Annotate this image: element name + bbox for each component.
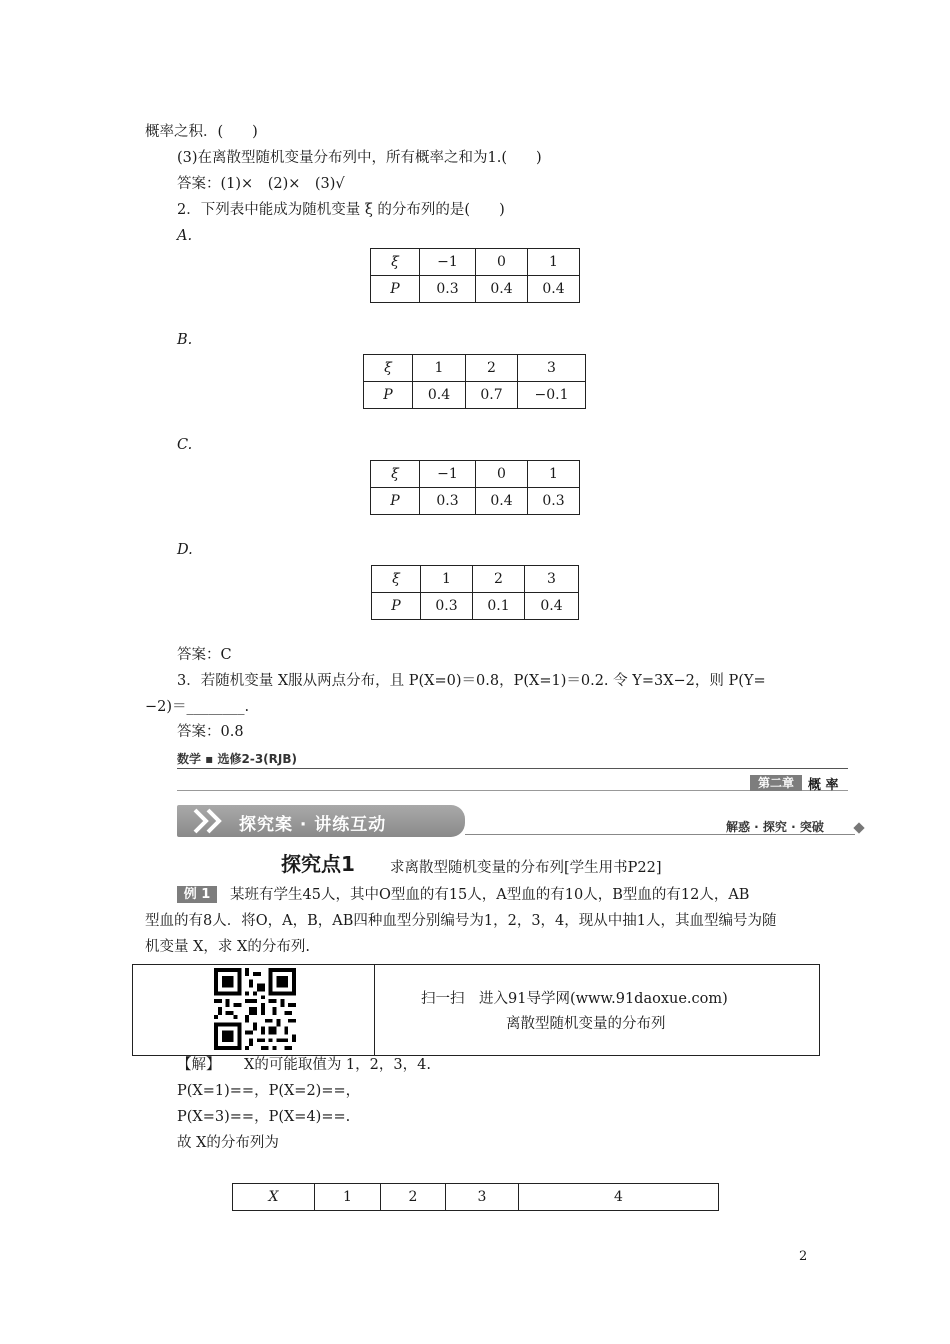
page-number: 2 xyxy=(799,1249,808,1264)
header-rule xyxy=(177,768,848,769)
table-row xyxy=(371,461,580,488)
option-b-label: B. xyxy=(177,332,193,348)
chapter-title: 概 率 xyxy=(808,778,839,793)
table-cell: 1 xyxy=(528,249,580,276)
q1-answer: 答案：(1)× (2)× (3)√ xyxy=(177,176,345,192)
table-cell: 3 xyxy=(525,566,579,593)
qr-text-line-1: 扫一扫 进入91导学网(www.91daoxue.com) xyxy=(421,991,728,1007)
table-cell: ξ xyxy=(371,249,420,276)
table-cell: P xyxy=(364,382,413,409)
table-cell: 0.3 xyxy=(421,593,473,620)
option-d-table xyxy=(371,565,579,620)
solution-line-4: 故 X的分布列为 xyxy=(177,1135,279,1151)
table-cell: 0 xyxy=(476,249,528,276)
table-cell: 0.3 xyxy=(420,276,476,303)
table-row xyxy=(364,355,586,382)
table-row xyxy=(233,1184,719,1211)
table-cell: P xyxy=(372,593,421,620)
header-rule-lower xyxy=(177,790,848,791)
qr-code-icon[interactable] xyxy=(213,968,297,1050)
table-cell: 0.4 xyxy=(476,276,528,303)
table-cell: 1 xyxy=(315,1184,381,1211)
q3-line-2: −2)＝________. xyxy=(145,699,250,715)
table-row xyxy=(371,488,580,515)
option-b-table xyxy=(363,354,586,409)
table-cell: 4 xyxy=(519,1184,719,1211)
solution-line-2: P(X=1)==，P(X=2)==， xyxy=(177,1083,361,1099)
table-cell: ξ xyxy=(364,355,413,382)
q3-line-1: 3．若随机变量 X服从两点分布，且 P(X=0)＝0.8，P(X=1)＝0.2. 令 Y=3X−2，则 P(Y= xyxy=(177,673,766,689)
qr-text-line-2: 离散型随机变量的分布列 xyxy=(506,1016,666,1032)
table-cell: 2 xyxy=(473,566,525,593)
option-d-label: D. xyxy=(177,542,193,558)
example-badge: 例 1 xyxy=(177,886,217,903)
example-line-3: 机变量 X，求 X的分布列. xyxy=(145,939,310,955)
table-cell: 1 xyxy=(421,566,473,593)
table-cell: 3 xyxy=(446,1184,519,1211)
solution-line-3: P(X=3)==，P(X=4)==. xyxy=(177,1109,351,1125)
table-cell: ξ xyxy=(372,566,421,593)
running-header-left: 数学 ▪ 选修2-3(RJB) xyxy=(177,752,297,766)
q1-item-3: (3)在离散型随机变量分布列中，所有概率之和为1.( ) xyxy=(177,150,542,166)
solution-table xyxy=(232,1183,719,1211)
table-cell: −1 xyxy=(420,249,476,276)
table-cell: 0 xyxy=(476,461,528,488)
section-banner xyxy=(177,805,465,837)
table-row xyxy=(372,593,579,620)
qr-box xyxy=(132,964,820,1056)
q2-answer: 答案：C xyxy=(177,647,232,663)
table-cell: ξ xyxy=(371,461,420,488)
table-cell: 0.3 xyxy=(528,488,580,515)
chapter-badge: 第二章 xyxy=(750,775,802,791)
table-cell: 0.4 xyxy=(476,488,528,515)
solution-line-1: X的可能取值为 1，2，3，4. xyxy=(244,1057,431,1073)
example-line-2: 型血的有8人．将O，A，B，AB四种血型分别编号为1，2，3，4，现从中抽1人，其血型编号为随 xyxy=(145,913,777,929)
table-row xyxy=(371,249,580,276)
table-cell: X xyxy=(233,1184,315,1211)
table-cell: 0.4 xyxy=(525,593,579,620)
table-row xyxy=(371,276,580,303)
table-row xyxy=(364,382,586,409)
option-a-label: A. xyxy=(177,228,193,244)
table-cell: P xyxy=(371,488,420,515)
table-cell: 0.3 xyxy=(420,488,476,515)
double-chevron-icon xyxy=(191,808,235,834)
table-cell: 2 xyxy=(381,1184,446,1211)
table-cell: 3 xyxy=(518,355,586,382)
table-cell: 0.7 xyxy=(466,382,518,409)
table-cell: −0.1 xyxy=(518,382,586,409)
table-cell: 0.1 xyxy=(473,593,525,620)
q2-stem: 2．下列表中能成为随机变量 ξ 的分布列的是( ) xyxy=(177,202,505,218)
diamond-icon xyxy=(853,822,864,833)
option-c-table xyxy=(370,460,580,515)
solution-label: 【解】 xyxy=(177,1057,221,1073)
example-line-1: 某班有学生45人，其中O型血的有15人，A型血的有10人，B型血的有12人，AB xyxy=(230,887,750,903)
point-title: 探究点1 xyxy=(281,852,355,876)
table-cell: 0.4 xyxy=(413,382,466,409)
table-cell: 0.4 xyxy=(528,276,580,303)
q1-tail-text: 概率之积．( ) xyxy=(145,124,258,140)
banner-title: 探究案 · 讲练互动 xyxy=(239,815,387,835)
table-row xyxy=(372,566,579,593)
table-cell: 1 xyxy=(413,355,466,382)
q3-answer: 答案：0.8 xyxy=(177,724,244,740)
table-cell: −1 xyxy=(420,461,476,488)
table-cell: 1 xyxy=(528,461,580,488)
point-subtitle: 求离散型随机变量的分布列[学生用书P22] xyxy=(390,860,662,876)
section-right-label: 解惑 · 探究 · 突破 xyxy=(726,820,824,834)
option-c-label: C. xyxy=(177,437,193,453)
qr-divider xyxy=(374,965,375,1055)
table-cell: 2 xyxy=(466,355,518,382)
option-a-table xyxy=(370,248,580,303)
table-cell: P xyxy=(371,276,420,303)
